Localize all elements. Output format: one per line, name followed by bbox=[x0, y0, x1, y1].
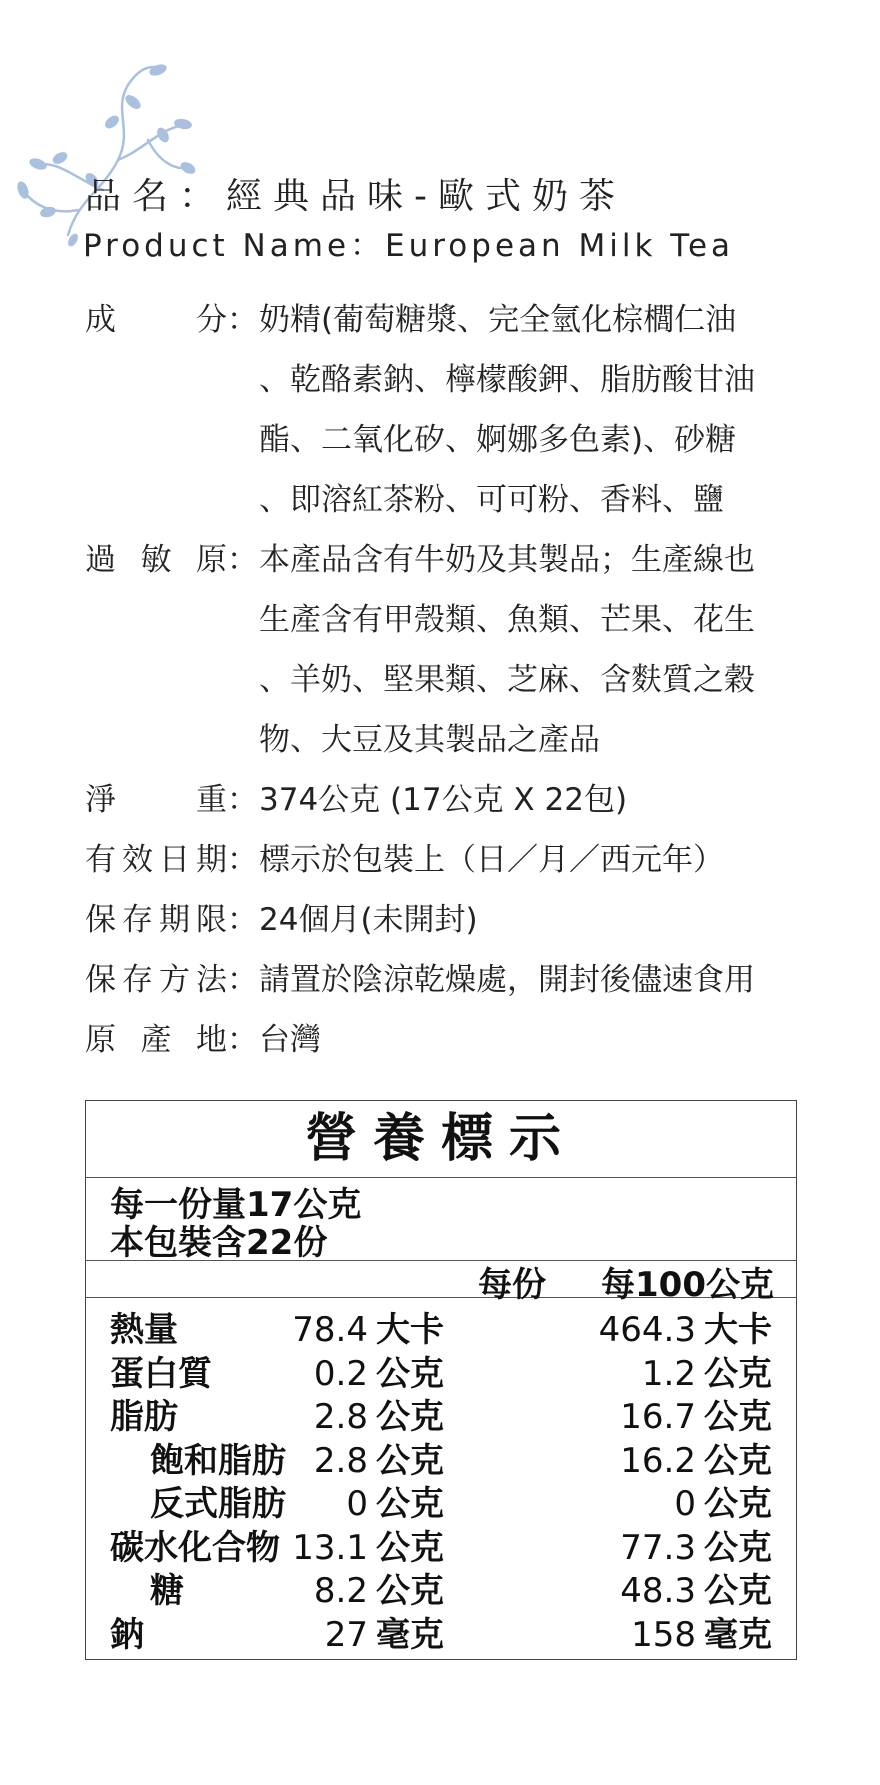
nutrient-name: 飽和脂肪 bbox=[150, 1440, 286, 1481]
per-serving-value: 27 毫克 bbox=[324, 1614, 444, 1655]
product-info-list bbox=[85, 290, 825, 1070]
info-row-ingredients: 成 分 ： 奶精(葡萄糖漿、完全氫化棕櫚仁油 、乾酪素鈉、檸檬酸鉀、脂肪酸甘油 酯、二氧化矽、婀娜多色素)、砂糖 、即溶紅茶粉、可可粉、香料、鹽 bbox=[85, 290, 825, 530]
info-row-net-weight: 淨 重 ： 374公克 (17公克 X 22包) bbox=[85, 770, 825, 830]
nutrient-name: 鈉 bbox=[110, 1614, 144, 1655]
nutrient-name: 碳水化合物 bbox=[110, 1527, 280, 1568]
per-100g-value: 48.3 公克 bbox=[620, 1571, 772, 1611]
info-label: 成 分 bbox=[85, 302, 227, 338]
servings-per-package: 本包裝含22份 bbox=[110, 1223, 328, 1263]
nutrient-name: 熱量 bbox=[110, 1310, 178, 1350]
info-value: 374公克 (17公克 X 22包) bbox=[259, 782, 628, 818]
info-label: 保 存 方 法 bbox=[85, 962, 227, 998]
info-value: 本產品含有牛奶及其製品；生產線也 生產含有甲殼類、魚類、芒果、花生 、羊奶、堅果類、芝麻、含麩質之穀 物、大豆及其製品之產品 bbox=[259, 542, 755, 758]
column-per-serving: 每份 bbox=[478, 1265, 546, 1305]
nutrition-facts-table bbox=[85, 1100, 797, 1660]
per-100g-value: 1.2 公克 bbox=[641, 1353, 772, 1394]
nutrition-row bbox=[86, 1344, 796, 1394]
per-serving-value: 0 公克 bbox=[346, 1484, 444, 1524]
info-row-origin: 原 產 地 ： 台灣 bbox=[85, 1010, 825, 1070]
nutrition-row bbox=[86, 1605, 796, 1655]
per-100g-value: 16.7 公克 bbox=[620, 1397, 772, 1437]
nutrient-name: 脂肪 bbox=[110, 1397, 178, 1437]
nutrient-name: 反式脂肪 bbox=[150, 1484, 286, 1524]
info-row-allergens: 過 敏 原 ： 本產品含有牛奶及其製品；生產線也 生產含有甲殼類、魚類、芒果、花生 、羊奶、堅果類、芝麻、含麩質之穀 物、大豆及其製品之產品 bbox=[85, 530, 825, 770]
per-serving-value: 78.4 大卡 bbox=[292, 1310, 444, 1350]
per-100g-value: 16.2 公克 bbox=[620, 1440, 772, 1481]
nutrition-row bbox=[86, 1561, 796, 1611]
product-name-zh: 品名：經典品味-歐式奶茶 bbox=[85, 176, 626, 217]
nutrition-rows bbox=[86, 1298, 796, 1655]
per-100g-value: 0 公克 bbox=[674, 1484, 772, 1524]
info-label: 淨 重 bbox=[85, 782, 227, 818]
nutrition-column-headers bbox=[86, 1261, 796, 1305]
per-serving-value: 2.8 公克 bbox=[313, 1440, 444, 1481]
product-name-en: Product Name：European Milk Tea bbox=[83, 228, 735, 264]
per-serving-value: 0.2 公克 bbox=[313, 1353, 444, 1394]
info-row-storage: 保 存 方 法 ： 請置於陰涼乾燥處，開封後儘速食用 bbox=[85, 950, 825, 1010]
per-serving-value: 13.1 公克 bbox=[292, 1527, 444, 1568]
serving-size: 每一份量17公克 bbox=[110, 1185, 362, 1225]
serving-info bbox=[86, 1178, 796, 1261]
info-label: 有 效 日 期 bbox=[85, 842, 227, 878]
nutrition-row bbox=[86, 1474, 796, 1524]
info-value: 24個月(未開封) bbox=[259, 902, 478, 938]
column-per-100g: 每100公克 bbox=[601, 1265, 774, 1305]
info-label: 原 產 地 bbox=[85, 1022, 227, 1058]
nutrition-row bbox=[86, 1518, 796, 1568]
info-label: 過 敏 原 bbox=[85, 542, 227, 578]
per-100g-value: 77.3 公克 bbox=[620, 1527, 772, 1568]
info-value: 台灣 bbox=[259, 1022, 321, 1058]
nutrition-row bbox=[86, 1387, 796, 1437]
per-100g-value: 464.3 大卡 bbox=[598, 1310, 772, 1350]
info-label: 保 存 期 限 bbox=[85, 902, 227, 938]
info-row-expiry: 有 效 日 期 ： 標示於包裝上（日／月／西元年） bbox=[85, 830, 825, 890]
nutrition-row bbox=[86, 1431, 796, 1481]
nutrient-name: 蛋白質 bbox=[110, 1353, 212, 1394]
info-value: 奶精(葡萄糖漿、完全氫化棕櫚仁油 、乾酪素鈉、檸檬酸鉀、脂肪酸甘油 酯、二氧化矽、婀娜多色素)、砂糖 、即溶紅茶粉、可可粉、香料、鹽 bbox=[259, 302, 755, 518]
info-value: 標示於包裝上（日／月／西元年） bbox=[259, 842, 724, 878]
per-serving-value: 2.8 公克 bbox=[313, 1397, 444, 1437]
nutrient-name: 糖 bbox=[150, 1571, 184, 1611]
per-100g-value: 158 毫克 bbox=[631, 1614, 772, 1655]
nutrition-title: 營養標示 bbox=[86, 1101, 796, 1178]
info-value: 請置於陰涼乾燥處，開封後儘速食用 bbox=[259, 962, 755, 998]
per-serving-value: 8.2 公克 bbox=[313, 1571, 444, 1611]
info-row-shelf-life: 保 存 期 限 ： 24個月(未開封) bbox=[85, 890, 825, 950]
nutrition-row bbox=[86, 1300, 796, 1350]
